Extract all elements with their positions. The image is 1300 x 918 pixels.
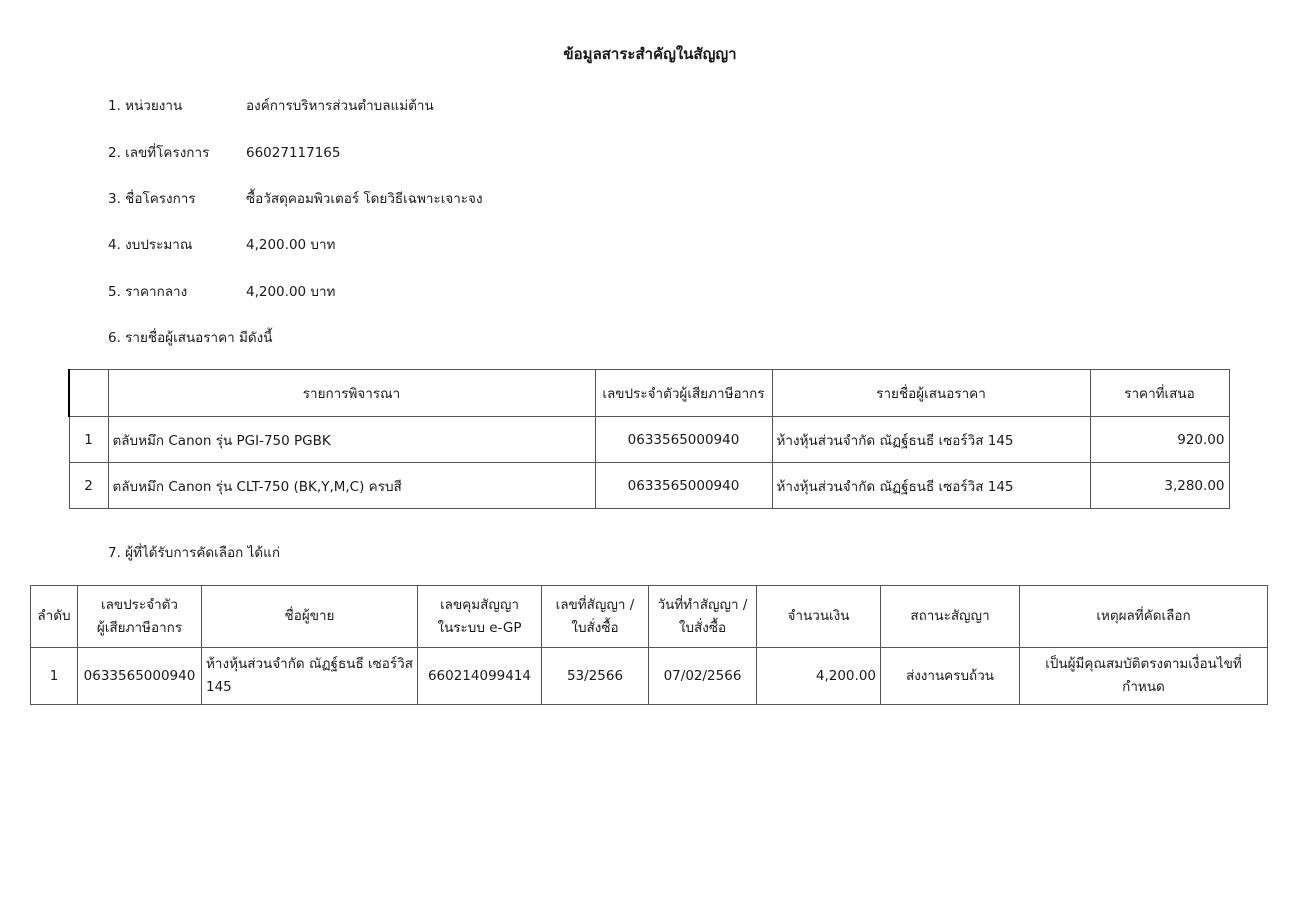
item-cell: ตลับหมึก Canon รุ่น CLT-750 (BK,Y,M,C) ครบสี [108,463,595,509]
table-header-row [31,586,1268,648]
table-row [31,648,1268,705]
header-line: วันที่ทำสัญญา / [657,596,748,613]
bidders-table [68,369,1230,509]
header-cell [69,370,108,417]
table-row [69,463,1229,509]
row-number: 2 [69,463,108,509]
status-cell: ส่งงานครบถ้วน [881,648,1020,705]
header-cell: ลำดับ [31,586,78,648]
document-title: ข้อมูลสาระสำคัญในสัญญา [563,45,737,63]
contract-date-cell: 07/02/2566 [649,648,757,705]
price-cell: 3,280.00 [1090,463,1229,509]
table-row [69,417,1229,463]
info-label: 2. เลขที่โครงการ [108,145,210,161]
bidder-cell: ห้างหุ้นส่วนจำกัด ณัฏฐ์ธนธี เซอร์วิส 145 [772,463,1090,509]
header-cell: เหตุผลที่คัดเลือก [1020,586,1268,648]
tax-id-cell: 0633565000940 [595,463,772,509]
selected-vendor-table [30,585,1268,705]
section-bidders-heading: 6. รายชื่อผู้เสนอราคา มีดังนี้ [108,330,273,346]
header-line: ในระบบ e-GP [437,619,522,636]
header-line: ใบสั่งซื้อ [678,619,727,636]
header-line: ใบสั่งซื้อ [571,619,619,636]
header-line: เลขที่สัญญา / [555,596,635,613]
tax-id-cell: 0633565000940 [78,648,202,705]
info-label: 3. ชื่อโครงการ [108,191,196,207]
seq-cell: 1 [31,648,78,705]
header-cell: รายชื่อผู้เสนอราคา [772,370,1090,417]
price-cell: 920.00 [1090,417,1229,463]
info-label: 5. ราคากลาง [108,284,188,300]
tax-id-cell: 0633565000940 [595,417,772,463]
header-cell: รายการพิจารณา [108,370,595,417]
info-value: 4,200.00 บาท [246,237,336,253]
row-number: 1 [69,417,108,463]
item-cell: ตลับหมึก Canon รุ่น PGI-750 PGBK [108,417,595,463]
header-cell [418,586,542,648]
section-selected-heading: 7. ผู้ที่ได้รับการคัดเลือก ได้แก่ [108,545,281,561]
header-cell: ราคาที่เสนอ [1090,370,1229,417]
amount-cell: 4,200.00 [757,648,881,705]
contract-number-cell: 53/2566 [542,648,649,705]
header-cell: จำนวนเงิน [757,586,881,648]
header-cell: ชื่อผู้ขาย [202,586,418,648]
header-cell [78,586,202,648]
header-cell [649,586,757,648]
header-cell: สถานะสัญญา [881,586,1020,648]
header-line: เลขคุมสัญญา [440,596,519,613]
info-value: ซื้อวัสดุคอมพิวเตอร์ โดยวิธีเฉพาะเจาะจง [246,191,483,207]
bidder-cell: ห้างหุ้นส่วนจำกัด ณัฏฐ์ธนธี เซอร์วิส 145 [772,417,1090,463]
header-line: เลขประจำตัว [100,596,179,613]
info-value: 4,200.00 บาท [246,284,336,300]
info-label: 4. งบประมาณ [108,237,193,253]
control-number-cell: 660214099414 [418,648,542,705]
header-cell: เลขประจำตัวผู้เสียภาษีอากร [595,370,772,417]
header-cell [542,586,649,648]
table-header-row [69,370,1229,417]
info-value: 66027117165 [246,145,341,161]
seller-cell: ห้างหุ้นส่วนจำกัด ณัฏฐ์ธนธี เซอร์วิส 145 [202,648,418,705]
header-line: ผู้เสียภาษีอากร [96,619,183,636]
info-label: 1. หน่วยงาน [108,98,183,114]
info-value: องค์การบริหารส่วนตำบลแม่ต้าน [246,98,434,114]
reason-cell: เป็นผู้มีคุณสมบัติตรงตามเงื่อนไขที่กำหนด [1020,648,1268,705]
